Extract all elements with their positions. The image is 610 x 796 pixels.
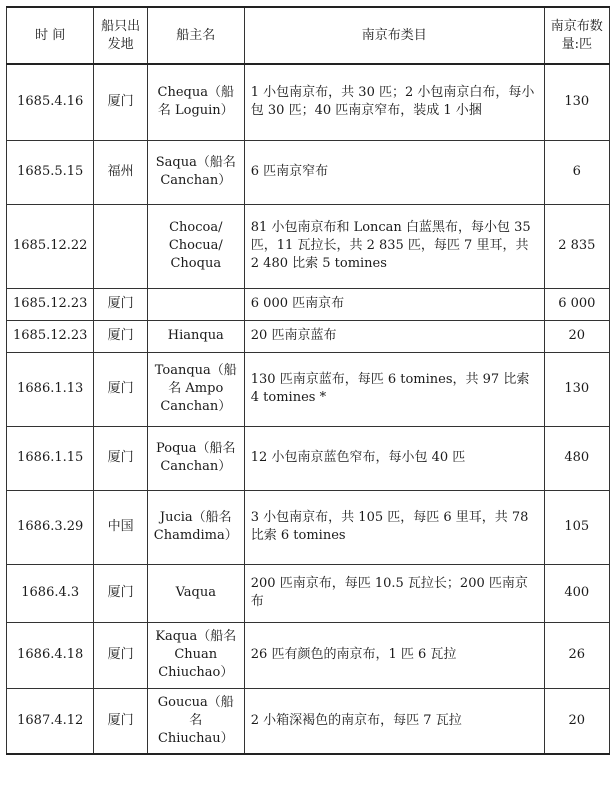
qty-cell: 6 (544, 140, 609, 204)
header-origin: 船只出发地 (94, 7, 147, 64)
origin-cell: 厦门 (94, 564, 147, 622)
date-cell: 1686.1.13 (7, 352, 94, 426)
items-cell: 1 小包南京布，共 30 匹；2 小包南京白布，每小包 30 匹；40 匹南京窄布，装成 1 小捆 (244, 64, 544, 140)
qty-cell: 20 (544, 320, 609, 352)
date-cell: 1685.12.23 (7, 320, 94, 352)
qty-cell: 2 835 (544, 204, 609, 288)
owner-cell (147, 288, 244, 320)
date-cell: 1685.12.23 (7, 288, 94, 320)
items-cell: 6 匹南京窄布 (244, 140, 544, 204)
items-cell: 6 000 匹南京布 (244, 288, 544, 320)
owner-cell: Chocoa/ Chocua/ Choqua (147, 204, 244, 288)
items-cell: 2 小箱深褐色的南京布，每匹 7 瓦拉 (244, 688, 544, 754)
table-row (7, 288, 610, 320)
origin-cell: 厦门 (94, 688, 147, 754)
items-cell: 200 匹南京布，每匹 10.5 瓦拉长；200 匹南京布 (244, 564, 544, 622)
items-cell: 130 匹南京蓝布，每匹 6 tomines，共 97 比索 4 tomines * (244, 352, 544, 426)
table-row (7, 204, 610, 288)
date-cell: 1687.4.12 (7, 688, 94, 754)
qty-cell: 105 (544, 490, 609, 564)
origin-cell: 厦门 (94, 352, 147, 426)
header-qty: 南京布数量:匹 (544, 7, 609, 64)
table-row (7, 64, 610, 140)
date-cell: 1685.5.15 (7, 140, 94, 204)
owner-cell: Vaqua (147, 564, 244, 622)
origin-cell (94, 204, 147, 288)
date-cell: 1686.4.18 (7, 622, 94, 688)
owner-cell: Toanqua（船名 Ampo Canchan） (147, 352, 244, 426)
table-row (7, 688, 610, 754)
header-items: 南京布类目 (244, 7, 544, 64)
qty-cell: 400 (544, 564, 609, 622)
table-row (7, 140, 610, 204)
owner-cell: Kaqua（船名 Chuan Chiuchao） (147, 622, 244, 688)
header-date: 时 间 (7, 7, 94, 64)
owner-cell: Goucua（船名 Chiuchau） (147, 688, 244, 754)
qty-cell: 26 (544, 622, 609, 688)
items-cell: 20 匹南京蓝布 (244, 320, 544, 352)
table-row (7, 426, 610, 490)
date-cell: 1686.1.15 (7, 426, 94, 490)
items-cell: 26 匹有颜色的南京布，1 匹 6 瓦拉 (244, 622, 544, 688)
qty-cell: 20 (544, 688, 609, 754)
date-cell: 1685.4.16 (7, 64, 94, 140)
header-row (7, 7, 610, 64)
table-row (7, 564, 610, 622)
nanjing-cloth-table (6, 6, 610, 755)
owner-cell: Poqua（船名 Canchan） (147, 426, 244, 490)
date-cell: 1685.12.22 (7, 204, 94, 288)
table-row (7, 622, 610, 688)
items-cell: 3 小包南京布，共 105 匹，每匹 6 里耳，共 78 比索 6 tomines (244, 490, 544, 564)
qty-cell: 130 (544, 352, 609, 426)
qty-cell: 130 (544, 64, 609, 140)
owner-cell: Jucia（船名 Chamdima） (147, 490, 244, 564)
date-cell: 1686.4.3 (7, 564, 94, 622)
table-row (7, 320, 610, 352)
items-cell: 12 小包南京蓝色窄布，每小包 40 匹 (244, 426, 544, 490)
header-owner: 船主名 (147, 7, 244, 64)
qty-cell: 6 000 (544, 288, 609, 320)
owner-cell: Saqua（船名 Canchan） (147, 140, 244, 204)
origin-cell: 福州 (94, 140, 147, 204)
origin-cell: 中国 (94, 490, 147, 564)
origin-cell: 厦门 (94, 622, 147, 688)
origin-cell: 厦门 (94, 64, 147, 140)
origin-cell: 厦门 (94, 288, 147, 320)
qty-cell: 480 (544, 426, 609, 490)
items-cell: 81 小包南京布和 Loncan 白蓝黑布，每小包 35 匹，11 瓦拉长，共 2 835 匹，每匹 7 里耳，共 2 480 比索 5 tomines (244, 204, 544, 288)
origin-cell: 厦门 (94, 320, 147, 352)
owner-cell: Hianqua (147, 320, 244, 352)
origin-cell: 厦门 (94, 426, 147, 490)
table-row (7, 490, 610, 564)
table-row (7, 352, 610, 426)
date-cell: 1686.3.29 (7, 490, 94, 564)
owner-cell: Chequa（船名 Loguin） (147, 64, 244, 140)
